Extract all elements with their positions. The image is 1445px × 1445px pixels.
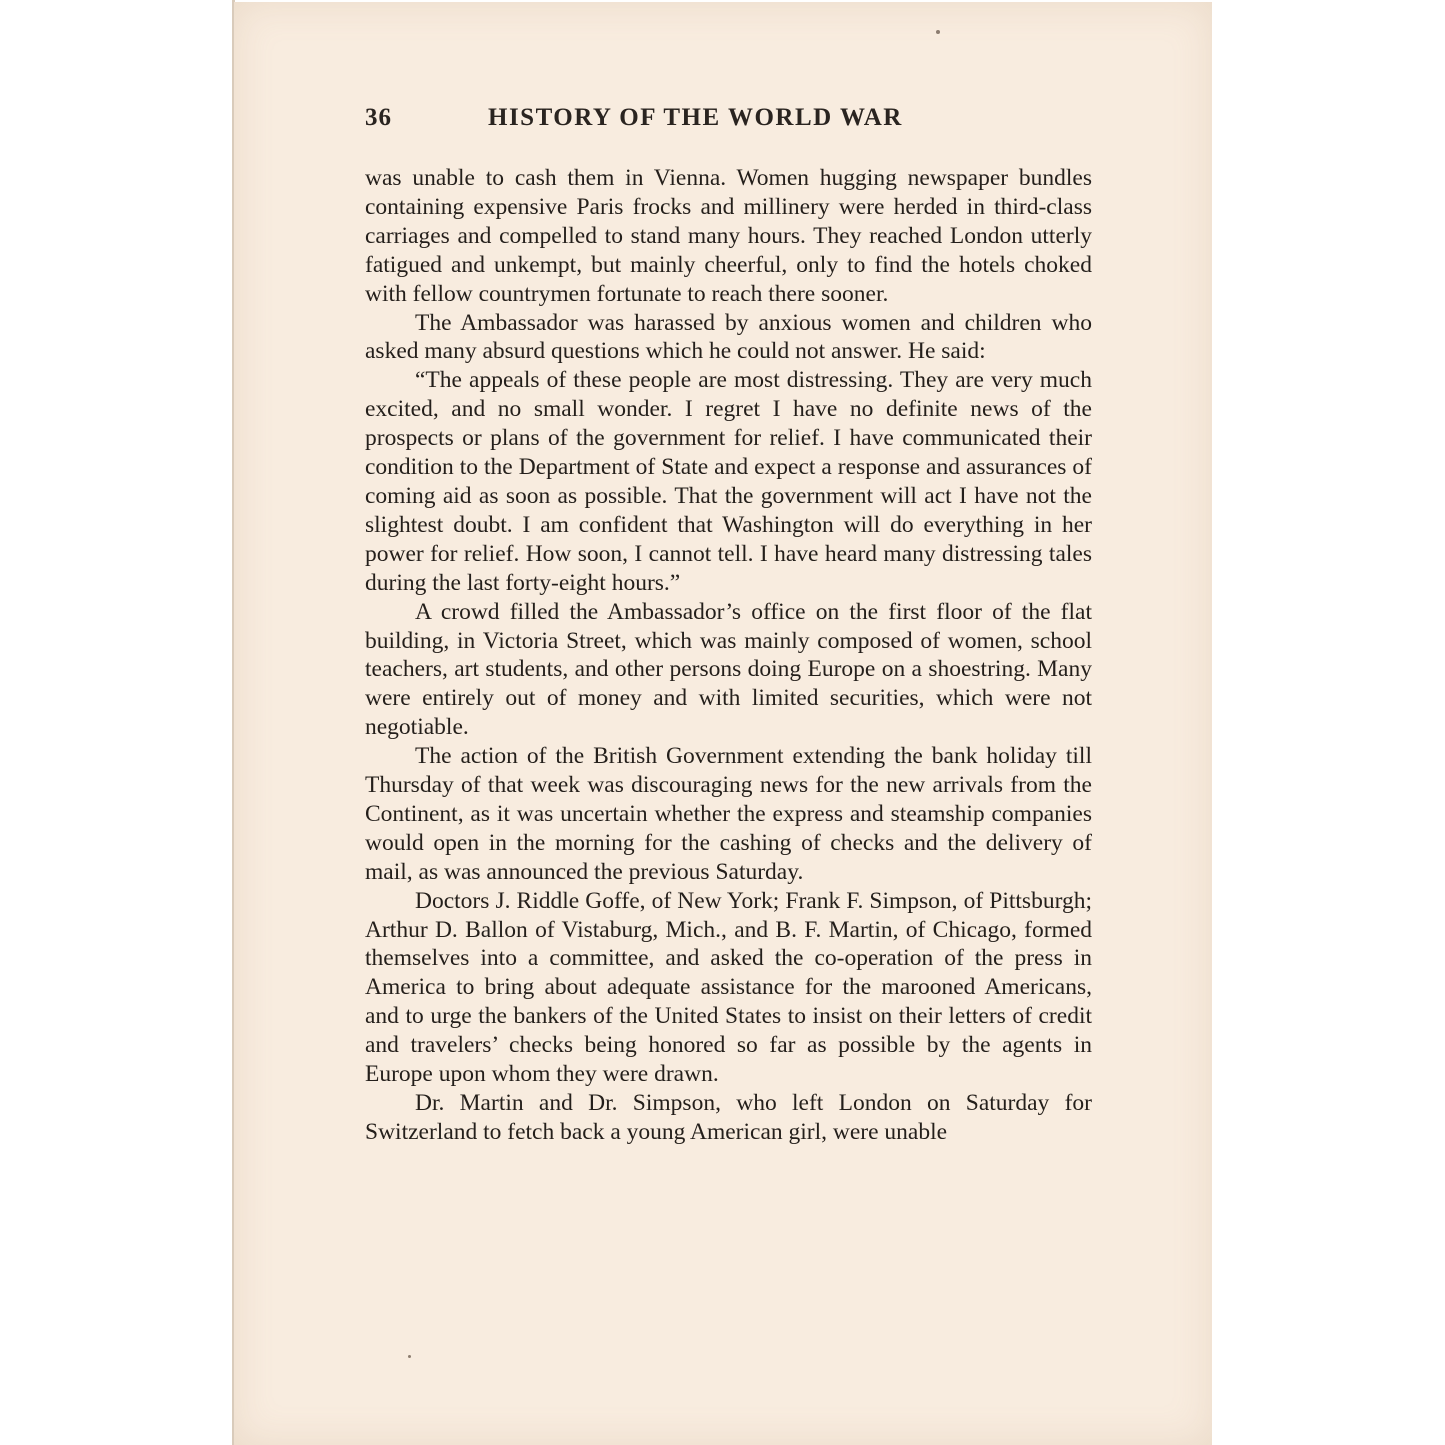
paragraph: Doctors J. Riddle Goffe, of New York; Frank F. Simpson, of Pittsburgh; Arthur D. Ballon of Vistaburg, Mich., and B. F. Martin, of Chicago, formed themselves into a committee, and asked the co-operation of the press in America to bring about adequate assistance for the marooned Americans, and to urge the bankers of the United States to insist on their letters of credit and travelers’ checks being honored so far as possible by the agents in Europe upon whom they were drawn.	[365, 887, 1092, 1088]
running-title: HISTORY OF THE WORLD WAR	[488, 104, 903, 131]
paragraph: A crowd filled the Ambassador’s office on the first floor of the flat building, in Victoria Street, which was mainly composed of women, school teachers, art students, and other persons doing Europe on a shoestring. Many were entirely out of money and with limited securities, which were not negotiable.	[365, 598, 1092, 741]
page-body	[365, 164, 1092, 1147]
page-header	[365, 104, 985, 144]
paragraph: The action of the British Government extending the bank holiday till Thursday of that week was discouraging news for the new arrivals from the Continent, as it was uncertain whether the express and steamship companies would open in the morning for the cashing of checks and the delivery of mail, as was announced the previous Saturday.	[365, 743, 1092, 885]
paper-speck	[936, 30, 940, 34]
quoted-paragraph: “The appeals of these people are most distressing. They are very much excited, and no small wonder. I regret I have no definite news of the prospects or plans of the government for relief. I have communicated their condition to the Department of State and expect a response and assurances of coming aid as soon as possible. That the government will act I have not the slightest doubt. I am confident that Washington will do everything in her power for relief. How soon, I cannot tell. I have heard many distressing tales during the last forty-eight hours.”	[365, 367, 1092, 596]
paragraph: The Ambassador was harassed by anxious women and children who asked many absurd questions which he could not answer. He said:	[365, 309, 1092, 365]
paragraph: was unable to cash them in Vienna. Women hugging newspaper bundles containing expensive Paris frocks and millinery were herded in third-class carriages and compelled to stand many hours. They reached London utterly fatigued and unkempt, but mainly cheerful, only to find the hotels choked with fellow countrymen fortunate to reach there sooner.	[365, 165, 1092, 307]
page-number: 36	[365, 104, 392, 131]
paper-speck	[408, 1355, 411, 1358]
paragraph: Dr. Martin and Dr. Simpson, who left London on Saturday for Switzerland to fetch back a young American girl, were unable	[365, 1090, 1092, 1145]
